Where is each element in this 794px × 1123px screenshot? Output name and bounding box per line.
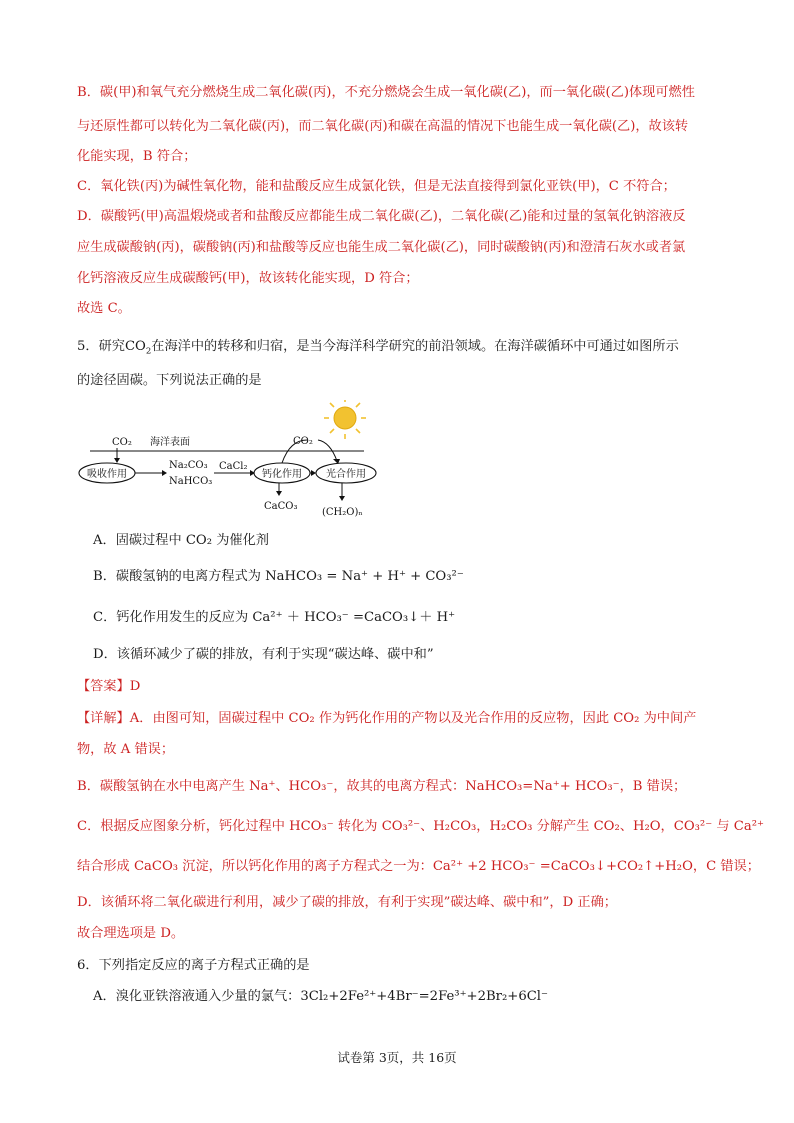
co2-left-label: CO₂ [112,437,132,448]
page-footer: 试卷第 3页，共 16页 [337,1050,457,1065]
q5-detail-line-6: D．该循环将二氧化碳进行利用，减少了碳的排放，有利于实现”碳达峰、碳中和”，D 正确； [77,895,617,910]
q5-option-b: B．碳酸氢钠的电离方程式为 NaHCO₃ = Na⁺ + H⁺ + CO₃²⁻ [93,569,464,584]
q5-option-d: D．该循环减少了碳的排放，有利于实现“碳达峰、碳中和” [93,647,434,662]
q5-co2: CO [124,339,146,354]
photosynthesis-label: 光合作用 [326,469,366,480]
q6-option-a: A．溴化亚铁溶液通入少量的氯气：3Cl₂+2Fe²⁺+4Br⁻=2Fe³⁺+2Br₂+6Cl⁻ [93,989,548,1004]
absorb-label: 吸收作用 [87,469,127,480]
explanation-b-line-3: 化能实现，B 符合； [77,149,197,164]
q5-co2-subscript: 2 [145,346,152,357]
q5-detail-line-3: B．碳酸氢钠在水中电离产生 Na⁺、HCO₃⁻，故其的电离方程式：NaHCO₃=Na⁺+ HCO₃⁻，B 错误； [77,779,687,794]
q6-stem: 6．下列指定反应的离子方程式正确的是 [77,958,310,973]
caco3-label: CaCO₃ [264,501,298,512]
q5-stem-line-2: 的途径固碳。下列说法正确的是 [77,373,262,388]
calcification-label: 钙化作用 [262,469,302,480]
explanation-d-line-2: 应生成碳酸钠(丙)，碳酸钠(丙)和盐酸等反应也能生成二氧化碳(乙)，同时碳酸钠(丙)和澄清石灰水或者氯 [77,240,686,255]
q5-option-c: C．钙化作用发生的反应为 Ca²⁺ ＋ HCO₃⁻ =CaCO₃↓＋ H⁺ [93,610,456,625]
ocean-carbon-cycle-diagram [72,400,392,525]
explanation-b-line-1: B．碳(甲)和氧气充分燃烧生成二氧化碳(丙)，不充分燃烧会生成一氧化碳(乙)，而一氧化碳(乙)体现可燃性 [77,85,695,100]
q5-detail-line-4: C．根据反应图象分析，钙化过程中 HCO₃⁻ 转化为 CO₃²⁻、H₂CO₃，H₂CO₃ 分解产生 CO₂、H₂O，CO₃²⁻ 与 Ca²⁺ [77,819,764,834]
q5-answer: 【答案】D [77,679,141,694]
q5-option-a: A．固碳过程中 CO₂ 为催化剂 [93,533,269,548]
explanation-conclusion: 故选 C。 [77,301,131,316]
ch2o-label: (CH₂O)ₙ [322,507,363,518]
co2-top-label: CO₂ [293,436,313,447]
sun-icon [324,400,366,439]
sea-surface-label: 海洋表面 [150,437,190,448]
explanation-d-line-1: D．碳酸钙(甲)高温煅烧或者和盐酸反应都能生成二氧化碳(乙)，二氧化碳(乙)能和过量的氢氧化钠溶液反 [77,209,686,224]
q5-stem-prefix: 5．研究 [77,339,125,354]
q5-stem-rest: 在海洋中的转移和归宿，是当今海洋科学研究的前沿领域。在海洋碳循环中可通过如图所示 [151,339,679,354]
nahco3-label: NaHCO₃ [169,476,213,487]
q5-stem-line-1 [77,338,679,356]
q5-detail-line-1: 【详解】A．由图可知，固碳过程中 CO₂ 作为钙化作用的产物以及光合作用的反应物，因此 CO₂ 为中间产 [77,711,697,726]
cacl2-label: CaCl₂ [219,461,248,472]
q5-detail-line-2: 物，故 A 错误； [77,742,175,757]
explanation-c-line-1: C．氧化铁(丙)为碱性氧化物，能和盐酸反应生成氯化铁，但是无法直接得到氯化亚铁(甲)，C 不符合； [77,179,676,194]
q5-detail-line-7: 故合理选项是 D。 [77,926,185,941]
na2co3-label: Na₂CO₃ [169,460,208,471]
explanation-d-line-3: 化钙溶液反应生成碳酸钙(甲)，故该转化能实现，D 符合； [77,271,419,286]
explanation-b-line-2: 与还原性都可以转化为二氧化碳(丙)，而二氧化碳(丙)和碳在高温的情况下也能生成一氧化碳(乙)，故该转 [77,119,689,134]
q5-detail-line-5: 结合形成 CaCO₃ 沉淀，所以钙化作用的离子方程式之一为：Ca²⁺ +2 HCO₃⁻ =CaCO₃↓+CO₂↑+H₂O，C 错误； [77,859,760,874]
